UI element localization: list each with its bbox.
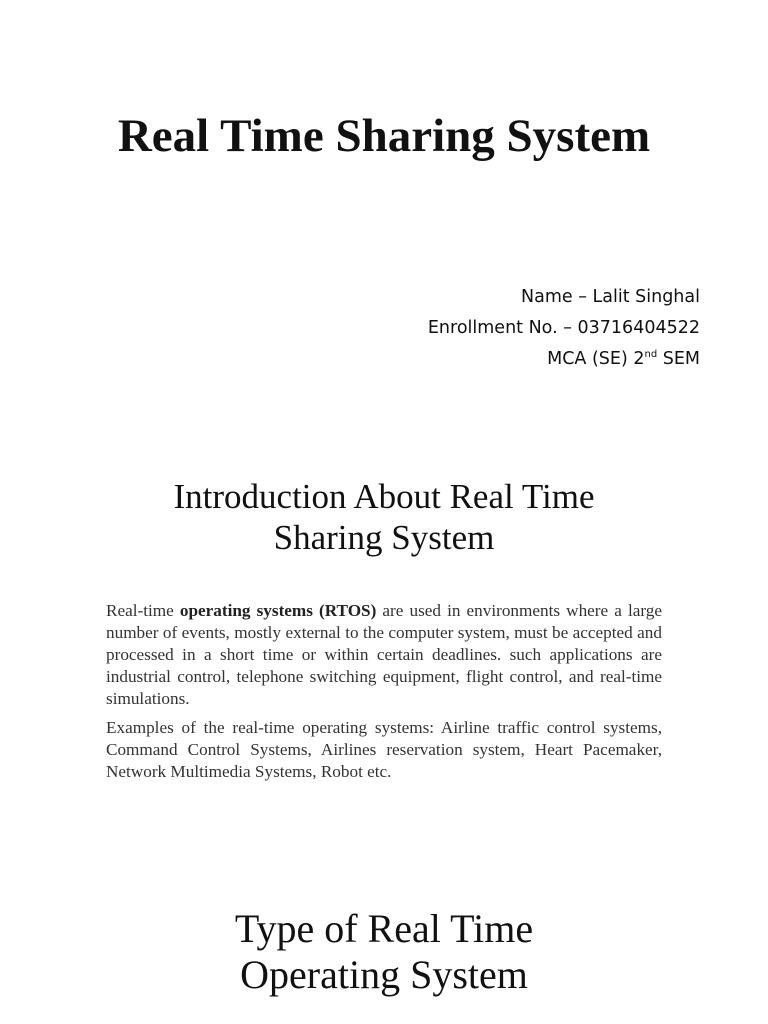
author-info — [428, 282, 700, 375]
intro-paragraph-2: Examples of the real-time operating systems: Airline traffic control systems, Command Control Systems, Airlines reservation system, Heart Pacemaker, Network Multimedia Systems, Robot etc. — [106, 718, 662, 781]
author-name: Name – Lalit Singhal — [521, 287, 700, 307]
course-suffix: SEM — [657, 349, 700, 369]
course-semester — [428, 344, 700, 375]
paragraph-1-rest: are used in environments where a large number of events, mostly external to the computer system, must be accepted and processed in a short time or within certain deadlines. such applications are industrial control, telephone switching equipment, flight control, and real-time simulations. — [106, 601, 662, 708]
intro-heading-line-2: Sharing System — [273, 518, 495, 557]
type-heading-line-2: Operating System — [240, 952, 528, 997]
course-superscript: nd — [644, 349, 658, 361]
document-title: Real Time Sharing System — [117, 110, 651, 162]
intro-heading-line-1: Introduction About Real Time — [173, 477, 595, 516]
course-prefix: MCA (SE) 2 — [547, 349, 645, 369]
type-heading — [0, 906, 768, 998]
type-heading-line-1: Type of Real Time — [234, 906, 534, 951]
enrollment-number: Enrollment No. – 03716404522 — [427, 318, 700, 338]
paragraph-1-bold-term: operating systems (RTOS) — [179, 601, 377, 620]
intro-heading — [0, 476, 768, 558]
intro-paragraph-1 — [106, 600, 662, 710]
intro-body — [106, 600, 662, 790]
paragraph-1-lead: Real-time — [106, 601, 180, 620]
